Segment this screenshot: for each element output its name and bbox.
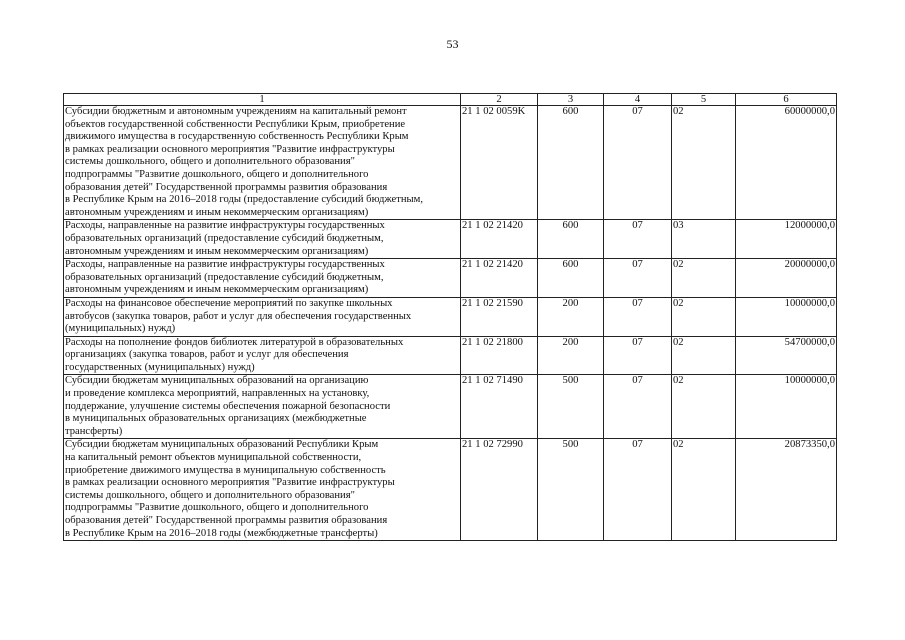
- row-code: 21 1 02 21420: [461, 259, 538, 298]
- row-col5: 02: [672, 439, 736, 541]
- header-col-5: 5: [672, 94, 736, 106]
- page-number: 53: [446, 37, 459, 51]
- row-description: Субсидии бюджетам муниципальных образований Республики Крым на капитальный ремонт объектов муниципальной собственности, приобретение движимого имущества в муниципальную собственность в рамках реализации основного мероприятия "Развитие инфраструктуры системы дошкольного, общего и дополнительного образования" подпрограммы "Развитие дошкольного, общего и дополнительного образования детей" Государственной программы развития образования в Республике Крым на 2016–2018 годы (межбюджетные трансферты): [64, 439, 461, 541]
- table-row: [64, 375, 837, 439]
- table-row: [64, 297, 837, 336]
- row-description: Субсидии бюджетам муниципальных образований на организацию и проведение комплекса мероприятий, направленных на установку, поддержание, улучшение системы обеспечения пожарной безопасности в муниципальных образовательных организациях (межбюджетные трансферты): [64, 375, 461, 439]
- row-amount: 20000000,0: [736, 259, 837, 298]
- row-col5: 02: [672, 106, 736, 220]
- header-col-3: 3: [538, 94, 604, 106]
- row-col5: 02: [672, 375, 736, 439]
- table-row: [64, 259, 837, 298]
- row-col3: 200: [538, 297, 604, 336]
- row-description: Субсидии бюджетным и автономным учреждениям на капитальный ремонт объектов государственной собственности Республики Крым, приобретение движимого имущества в государственную собственность Республики Крым в рамках реализации основного мероприятия "Развитие инфраструктуры системы дошкольного, общего и дополнительного образования" подпрограммы "Развитие дошкольного, общего и дополнительного образования детей" Государственной программы развития образования в Республике Крым на 2016–2018 годы (предоставление субсидий бюджетным, автономным учреждениям и иным некоммерческим организациям): [64, 106, 461, 220]
- row-col4: 07: [604, 106, 672, 220]
- row-amount: 54700000,0: [736, 336, 837, 375]
- table-row: [64, 220, 837, 259]
- row-col4: 07: [604, 336, 672, 375]
- row-amount: 12000000,0: [736, 220, 837, 259]
- row-col4: 07: [604, 375, 672, 439]
- row-amount: 10000000,0: [736, 375, 837, 439]
- row-description: Расходы на пополнение фондов библиотек литературой в образовательных организациях (закупка товаров, работ и услуг для обеспечения государственных (муниципальных) нужд): [64, 336, 461, 375]
- row-code: 21 1 02 71490: [461, 375, 538, 439]
- row-amount: 20873350,0: [736, 439, 837, 541]
- row-col5: 02: [672, 259, 736, 298]
- row-code: 21 1 02 21800: [461, 336, 538, 375]
- header-col-2: 2: [461, 94, 538, 106]
- row-code: 21 1 02 72990: [461, 439, 538, 541]
- row-col3: 500: [538, 439, 604, 541]
- row-amount: 60000000,0: [736, 106, 837, 220]
- row-col4: 07: [604, 297, 672, 336]
- row-col3: 600: [538, 106, 604, 220]
- row-code: 21 1 02 21590: [461, 297, 538, 336]
- row-col3: 600: [538, 220, 604, 259]
- row-description: Расходы на финансовое обеспечение мероприятий по закупке школьных автобусов (закупка товаров, работ и услуг для обеспечения государственных (муниципальных) нужд): [64, 297, 461, 336]
- header-row: [64, 94, 837, 106]
- budget-table: [63, 93, 837, 541]
- table-row: [64, 439, 837, 541]
- row-col5: 02: [672, 336, 736, 375]
- row-col4: 07: [604, 259, 672, 298]
- row-col5: 02: [672, 297, 736, 336]
- row-code: 21 1 02 21420: [461, 220, 538, 259]
- row-col5: 03: [672, 220, 736, 259]
- row-col4: 07: [604, 439, 672, 541]
- row-col3: 500: [538, 375, 604, 439]
- header-col-6: 6: [736, 94, 837, 106]
- table-row: [64, 106, 837, 220]
- row-description: Расходы, направленные на развитие инфраструктуры государственных образовательных организаций (предоставление субсидий бюджетным, автономным учреждениям и иным некоммерческим организациям): [64, 220, 461, 259]
- row-col3: 200: [538, 336, 604, 375]
- table-row: [64, 336, 837, 375]
- header-col-1: 1: [64, 94, 461, 106]
- row-amount: 10000000,0: [736, 297, 837, 336]
- header-col-4: 4: [604, 94, 672, 106]
- row-code: 21 1 02 0059K: [461, 106, 538, 220]
- row-col3: 600: [538, 259, 604, 298]
- row-description: Расходы, направленные на развитие инфраструктуры государственных образовательных организаций (предоставление субсидий бюджетным, автономным учреждениям и иным некоммерческим организациям): [64, 259, 461, 298]
- row-col4: 07: [604, 220, 672, 259]
